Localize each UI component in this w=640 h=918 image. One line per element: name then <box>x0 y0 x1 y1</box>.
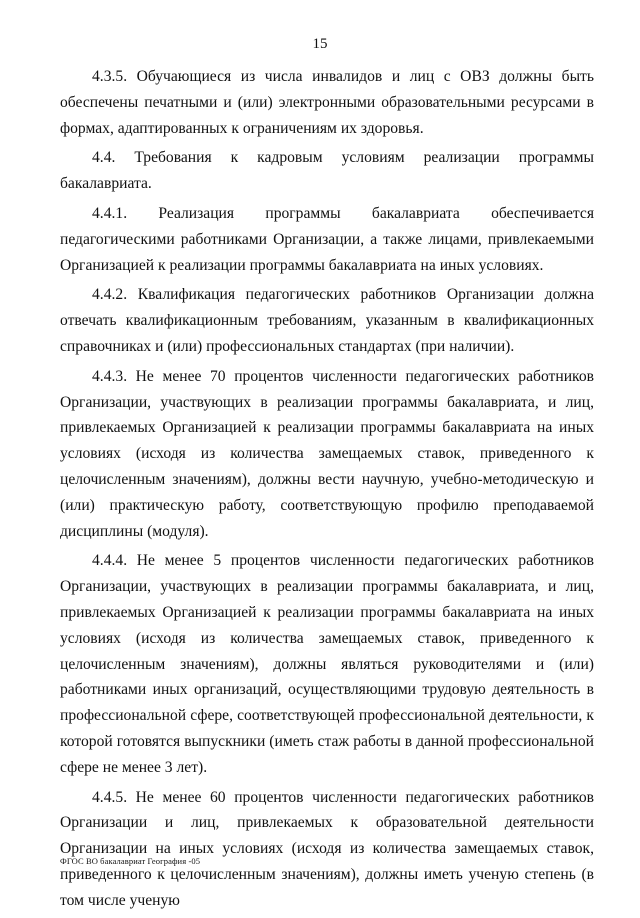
document-body <box>60 64 594 918</box>
paragraph-4-4-3: 4.4.3. Не менее 70 процентов численности педагогических работников Организации, участвующих в реализации программы бакалавриата, и лиц, привлекаемых Организацией к реализации программы бакалавриата на иных условиях (исходя из количества замещаемых ставок, приведенного к целочисленным значениям), должны вести научную, учебно-методическую и (или) практическую работу, соответствующую профилю преподаваемой дисциплины (модуля). <box>60 367 594 540</box>
paragraph-4-4-5: 4.4.5. Не менее 60 процентов численности педагогических работников Организации и лиц, привлекаемых к образовательной деятельности Организации на иных условиях (исходя из количества замещаемых ставок, приведенного к целочисленным значениям), должны иметь ученую степень (в том числе ученую <box>60 788 594 909</box>
footer-document-code: ФГОС ВО бакалавриат География -05 <box>60 856 201 866</box>
paragraph-4-4: 4.4. Требования к кадровым условиям реализации программы бакалавриата. <box>60 149 594 193</box>
page-number: 15 <box>312 36 328 52</box>
paragraph-4-3-5: 4.3.5. Обучающиеся из числа инвалидов и лиц с ОВЗ должны быть обеспечены печатными и (или) электронными образовательными ресурсами в формах, адаптированных к ограничениям их здоровья. <box>60 68 594 137</box>
paragraph-4-4-4: 4.4.4. Не менее 5 процентов численности педагогических работников Организации, участвующих в реализации программы бакалавриата, и лиц, привлекаемых Организацией к реализации программы бакалавриата на иных условиях (исходя из количества замещаемых ставок, приведенного к целочисленным значениям), должны являться руководителями и (или) работниками иных организаций, осуществляющими трудовую деятельность в профессиональной сфере, соответствующей профессиональной деятельности, к которой готовятся выпускники (иметь стаж работы в данной профессиональной сфере не менее 3 лет). <box>60 552 594 776</box>
paragraph-4-4-1: 4.4.1. Реализация программы бакалавриата обеспечивается педагогическими работниками Организации, а также лицами, привлекаемыми Организацией к реализации программы бакалавриата на иных условиях. <box>60 204 594 274</box>
paragraph-4-4-2: 4.4.2. Квалификация педагогических работников Организации должна отвечать квалификационным требованиям, указанным в квалификационных справочниках и (или) профессиональных стандартах (при наличии). <box>60 286 594 355</box>
